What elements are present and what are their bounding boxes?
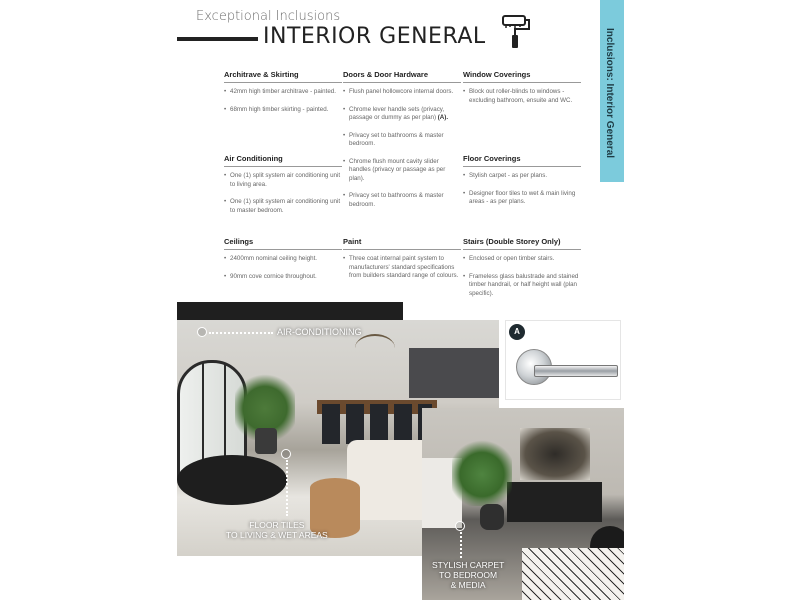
list-item: • Three coat internal paint system to manufacturers' standard specifications from builders standard range of colours.	[343, 255, 461, 281]
handle-lever	[534, 365, 618, 377]
section-doors	[343, 70, 461, 218]
list-item: • 90mm cove cornice throughout.	[224, 273, 342, 282]
section-heading: Stairs (Double Storey Only)	[463, 237, 581, 250]
section-heading: Doors & Door Hardware	[343, 70, 461, 83]
list-item: • Frameless glass balustrade and stained timber handrail, or half height wall (plan specific).	[463, 273, 581, 299]
ac-callout-label: AIR-CONDITIONING	[277, 327, 362, 337]
rug	[522, 548, 624, 600]
sideboard	[507, 482, 602, 522]
plant	[452, 436, 512, 506]
list-item: • Stylish carpet - as per plans.	[463, 172, 581, 181]
carpet-callout-label	[432, 560, 504, 590]
coffee-table	[177, 455, 287, 505]
paint-roller-icon	[500, 14, 532, 50]
section-stairs	[463, 237, 581, 307]
carpet-callout-line: & MEDIA	[450, 580, 486, 590]
side-tab-label: Inclusions: Interior General	[604, 28, 615, 159]
section-window-coverings	[463, 70, 581, 114]
list-item: • One (1) split system air conditioning unit to living area.	[224, 172, 342, 189]
list-item: • Chrome flush mount cavity slider handles (privacy or passage as per plan).	[343, 158, 461, 184]
title-rule	[177, 37, 258, 41]
list-item: • 42mm high timber architrave - painted.	[224, 88, 342, 97]
carpet-callout-leader	[460, 532, 462, 558]
handle-badge: A	[509, 324, 525, 340]
floor-callout-marker	[281, 449, 291, 459]
floor-callout-label	[226, 520, 328, 540]
floor-callout-line: TO LIVING & WET AREAS	[226, 530, 328, 540]
list-item: • 2400mm nominal ceiling height.	[224, 255, 342, 264]
wall-art	[520, 428, 590, 480]
section-paint	[343, 237, 461, 290]
side-tab	[600, 0, 624, 182]
section-heading: Paint	[343, 237, 461, 250]
section-heading: Architrave & Skirting	[224, 70, 342, 83]
ac-callout-leader	[209, 332, 273, 334]
carpet-callout-line: TO BEDROOM	[439, 570, 498, 580]
list-item: • One (1) split system air conditioning unit to master bedroom.	[224, 198, 342, 215]
section-heading: Window Coverings	[463, 70, 581, 83]
kitchen-cabinets	[409, 348, 499, 398]
ac-callout-marker	[197, 327, 207, 337]
section-air-conditioning	[224, 154, 342, 224]
section-heading: Ceilings	[224, 237, 342, 250]
list-item: • Designer floor tiles to wet & main living areas - as per plans.	[463, 190, 581, 207]
section-ceilings	[224, 237, 342, 290]
floor-callout-leader	[286, 460, 288, 516]
list-item-text: Chrome lever handle sets (privacy, passage or dummy as per plan)	[349, 105, 445, 121]
page-subtitle: Exceptional Inclusions	[196, 9, 341, 24]
carpet-callout-line: STYLISH CARPET	[432, 560, 505, 570]
list-item: • Enclosed or open timber stairs.	[463, 255, 581, 264]
pendant-light	[355, 334, 395, 362]
plant-pot	[480, 504, 504, 530]
list-item	[343, 106, 461, 123]
page-title: INTERIOR GENERAL	[263, 24, 486, 49]
list-item: • 68mm high timber skirting - painted.	[224, 106, 342, 115]
list-item: • Privacy set to bathrooms & master bedroom.	[343, 132, 461, 149]
section-floor-coverings	[463, 154, 581, 216]
list-item: • Privacy set to bathrooms & master bedroom.	[343, 192, 461, 209]
section-architrave	[224, 70, 342, 123]
list-item: • Block out roller-blinds to windows - excluding bathroom, ensuite and WC.	[463, 88, 581, 105]
handle-reference: (A).	[437, 114, 449, 121]
section-heading: Air Conditioning	[224, 154, 342, 167]
photo-band	[177, 302, 403, 320]
dining-chairs	[322, 404, 432, 444]
plant-pot	[255, 428, 277, 454]
floor-callout-line: FLOOR TILES	[249, 520, 305, 530]
carpet-callout-marker	[455, 521, 465, 531]
list-item: • Flush panel hollowcore internal doors.	[343, 88, 461, 97]
section-heading: Floor Coverings	[463, 154, 581, 167]
